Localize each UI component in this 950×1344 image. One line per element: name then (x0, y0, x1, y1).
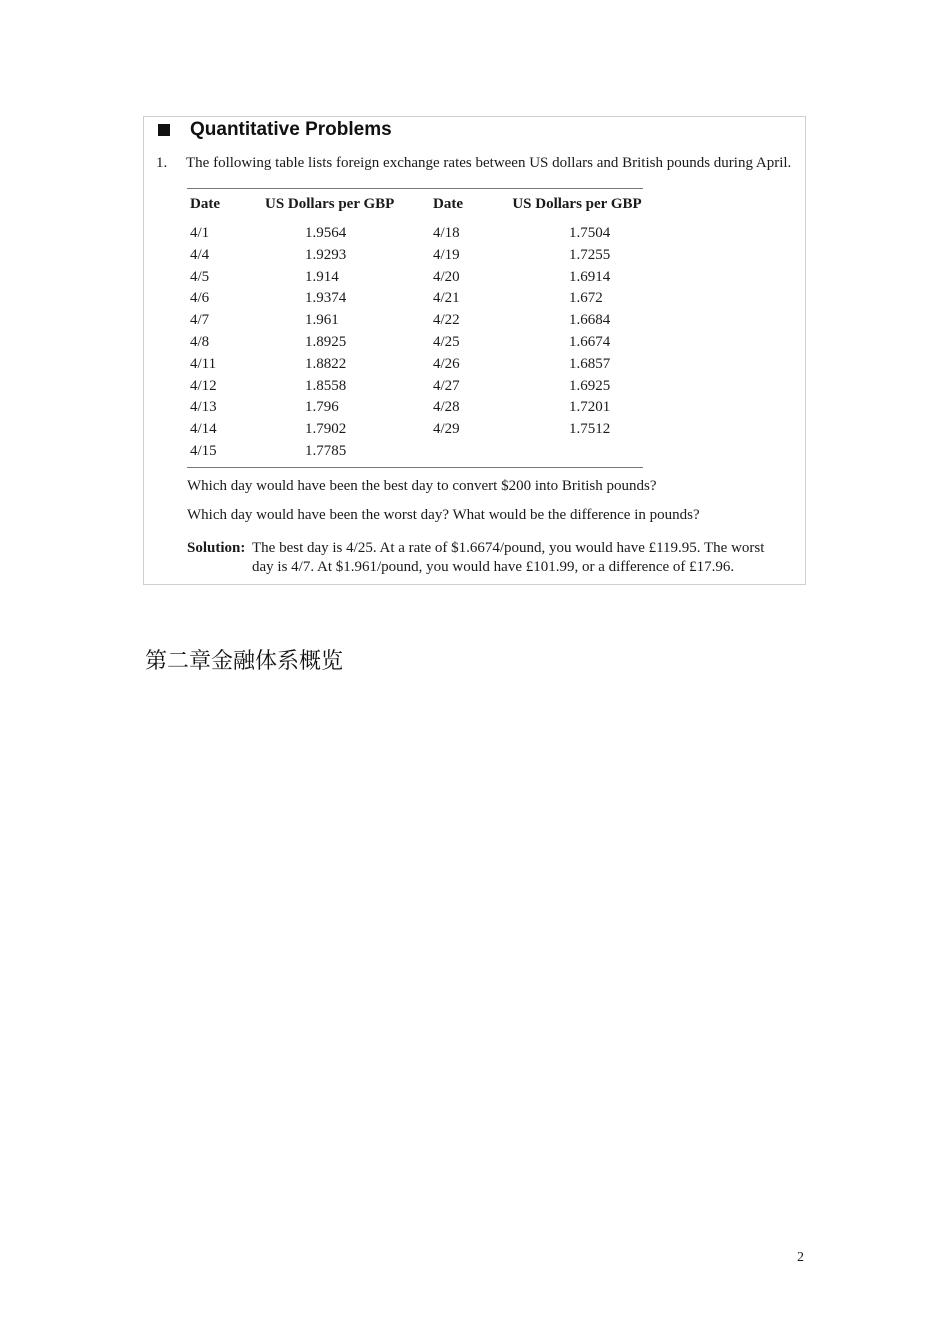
page-number: 2 (797, 1250, 804, 1265)
cell-rate-1: 1.8822 (305, 355, 347, 372)
cell-date-2 (433, 441, 511, 463)
cell-rate-1: 1.961 (305, 312, 339, 329)
table-row (187, 397, 643, 419)
cell-date-1: 4/12 (190, 377, 217, 394)
cell-date-1: 4/5 (190, 268, 210, 285)
cell-date-1: 4/1 (190, 225, 210, 241)
table-row (187, 441, 643, 463)
cell-rate-1: 1.9374 (305, 290, 347, 307)
table-header-row (187, 189, 643, 219)
cell-date-1: 4/6 (190, 290, 210, 307)
cell-rate-1: 1.914 (305, 268, 339, 285)
cell-rate-2: 1.7504 (569, 225, 611, 241)
table-row (187, 223, 643, 245)
exchange-rate-table (187, 188, 643, 468)
table-row (187, 332, 643, 354)
problem-text: The following table lists foreign exchange rates between US dollars and British pounds during April. (186, 155, 792, 171)
cell-date-1: 4/8 (190, 333, 210, 350)
cell-date-2: 4/20 (433, 268, 460, 285)
cell-date-2: 4/28 (433, 399, 460, 416)
cell-rate-2 (511, 441, 643, 463)
textbook-excerpt (143, 116, 806, 585)
cell-rate-2: 1.6857 (569, 355, 611, 372)
question-best-day: Which day would have been the best day to convert $200 into British pounds? (187, 478, 657, 494)
cell-date-2: 4/19 (433, 246, 460, 263)
header-date-1: Date (190, 196, 220, 212)
cell-date-2: 4/27 (433, 377, 460, 394)
solution-text: The best day is 4/25. At a rate of $1.6674/pound, you would have £119.95. The worst day is 4/7. At $1.961/pound, you would have £101.99, or a difference of £17.96. (252, 540, 765, 575)
cell-rate-1: 1.8925 (305, 333, 347, 350)
cell-date-2: 4/22 (433, 312, 460, 329)
cell-rate-2: 1.7512 (569, 421, 611, 438)
cell-rate-2: 1.672 (569, 290, 603, 307)
table-row (187, 376, 643, 398)
cell-date-1: 4/13 (190, 399, 217, 416)
cell-date-1: 4/4 (190, 246, 210, 263)
solution-label: Solution: (187, 540, 246, 556)
cell-rate-1: 1.7785 (305, 442, 347, 459)
cell-rate-2: 1.6925 (569, 377, 611, 394)
cell-date-1: 4/7 (190, 312, 210, 329)
cell-rate-1: 1.7902 (305, 421, 347, 438)
question-worst-day: Which day would have been the worst day? What would be the difference in pounds? (187, 507, 700, 523)
cell-date-2: 4/29 (433, 421, 460, 438)
header-usd-per-gbp-2: US Dollars per GBP (512, 196, 642, 212)
cell-date-1: 4/14 (190, 421, 217, 438)
cell-rate-2: 1.6914 (569, 268, 611, 285)
header-usd-per-gbp-1: US Dollars per GBP (265, 196, 395, 212)
cell-date-1: 4/15 (190, 442, 217, 459)
cell-rate-2: 1.6684 (569, 312, 611, 329)
cell-rate-1: 1.8558 (305, 377, 347, 394)
table-row (187, 419, 643, 441)
section-heading (158, 119, 392, 141)
cell-date-1: 4/11 (190, 355, 217, 372)
table-row (187, 354, 643, 376)
cell-rate-2: 1.6674 (569, 333, 611, 350)
table-row (187, 245, 643, 267)
cell-rate-1: 1.796 (305, 399, 339, 416)
table-row (187, 288, 643, 310)
problem-number: 1. (156, 155, 168, 171)
chapter-title: 第二章金融体系概览 (145, 649, 344, 674)
table-body (187, 223, 643, 463)
cell-date-2: 4/18 (433, 225, 460, 241)
table-row (187, 310, 643, 332)
section-heading-text: Quantitative Problems (190, 119, 392, 140)
table-row (187, 267, 643, 289)
cell-date-2: 4/21 (433, 290, 460, 307)
solution-block (187, 539, 787, 577)
cell-rate-1: 1.9293 (305, 246, 347, 263)
square-bullet-icon (158, 124, 170, 136)
cell-rate-2: 1.7201 (569, 399, 611, 416)
cell-rate-2: 1.7255 (569, 246, 611, 263)
problem-statement (156, 155, 791, 172)
cell-date-2: 4/26 (433, 355, 460, 372)
cell-date-2: 4/25 (433, 333, 460, 350)
cell-rate-1: 1.9564 (305, 225, 347, 241)
header-date-2: Date (433, 196, 463, 212)
